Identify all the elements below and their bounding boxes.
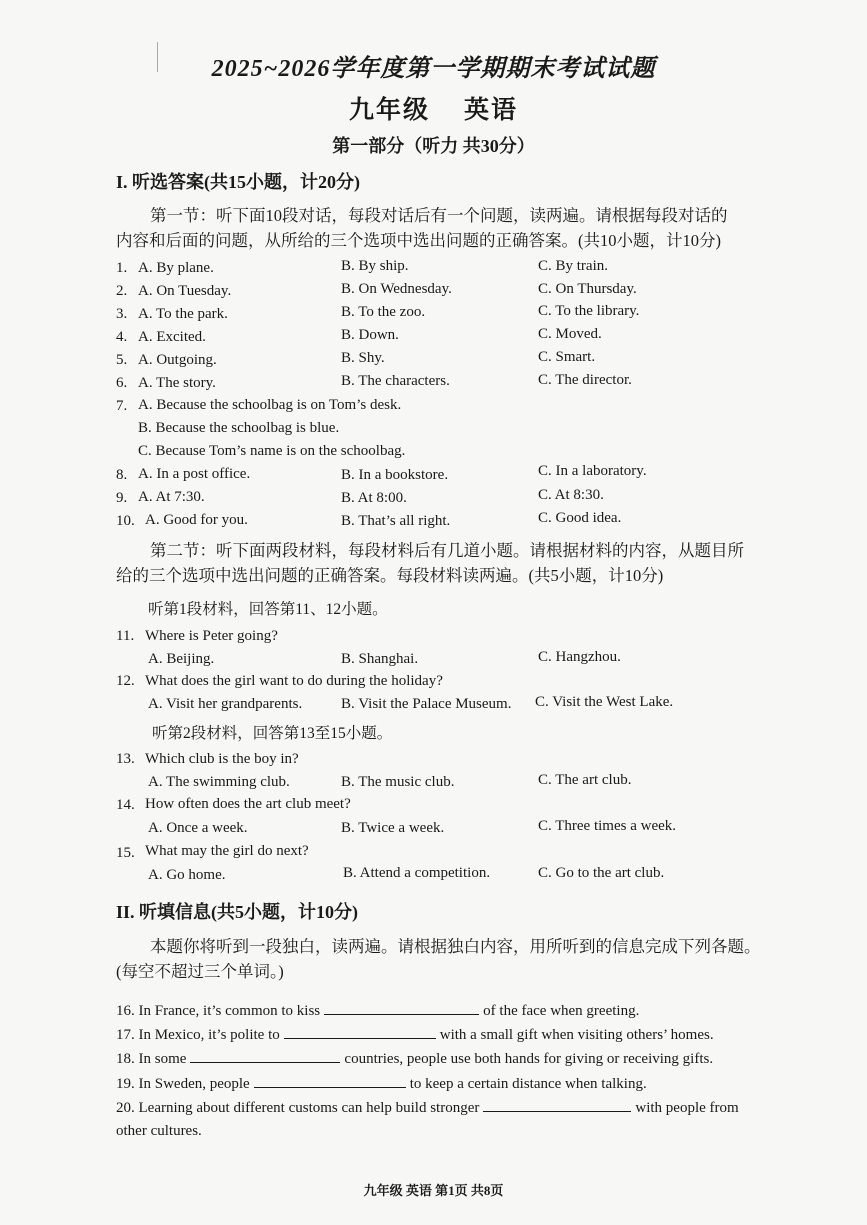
option-c: C. Moved. xyxy=(538,326,602,342)
option-c: C. Because Tom’s name is on the schoolbag. xyxy=(138,443,406,459)
option-b: B. Because the schoolbag is blue. xyxy=(138,420,340,436)
option-c: C. The director. xyxy=(538,372,632,388)
section-1-instructions: 第一节：听下面10段对话，每段对话后有一个问题，读两遍。请根据每段对话的 内容和后面的问题，从所给的三个选项中选出问题的正确答案。(共10小题，计10分) xyxy=(116,206,728,250)
option-a: A. By plane. xyxy=(138,260,214,276)
option-b: B. By ship. xyxy=(341,258,409,274)
question-number: 4. xyxy=(116,329,128,345)
answer-blank-18[interactable] xyxy=(190,1048,340,1063)
option-a: A. Outgoing. xyxy=(138,352,217,368)
question-text: How often does the art club meet? xyxy=(145,796,351,812)
option-a: A. In a post office. xyxy=(138,466,251,482)
option-b: B. The characters. xyxy=(341,373,450,389)
answer-blank-17[interactable] xyxy=(284,1024,436,1039)
option-b: B. Twice a week. xyxy=(341,820,445,836)
question-number: 7. xyxy=(116,398,128,414)
option-a: A. On Tuesday. xyxy=(138,283,232,299)
grade-subject xyxy=(0,90,867,126)
option-b: B. Down. xyxy=(341,327,399,343)
question-number: 9. xyxy=(116,490,128,506)
option-b: B. At 8:00. xyxy=(341,490,407,506)
question-text: What does the girl want to do during the holiday? xyxy=(145,673,443,689)
question-number: 8. xyxy=(116,467,128,483)
exam-title: 2025~2026学年度第一学期期末考试试题 xyxy=(211,56,656,82)
option-a: A. The swimming club. xyxy=(148,774,290,790)
fill-question-16: 16. In France, it’s common to kiss of the face when greeting. xyxy=(116,1000,639,1020)
option-c: C. At 8:30. xyxy=(538,487,604,503)
question-number: 12. xyxy=(116,673,135,689)
question-number: 15. xyxy=(116,845,135,861)
question-number: 2. xyxy=(116,283,128,299)
question-number: 3. xyxy=(116,306,128,322)
option-b: B. Shanghai. xyxy=(341,651,419,667)
option-a: A. Excited. xyxy=(138,329,206,345)
option-c: C. The art club. xyxy=(538,772,632,788)
answer-blank-20[interactable] xyxy=(483,1097,631,1112)
fill-question-20: 20. Learning about different customs can help build stronger with people from xyxy=(116,1097,739,1117)
option-b: B. Attend a competition. xyxy=(343,865,491,881)
option-a: A. Good for you. xyxy=(145,512,248,528)
question-text: What may the girl do next? xyxy=(145,843,309,859)
question-number: 14. xyxy=(116,797,135,813)
subject-label: 英语 xyxy=(464,97,519,124)
question-number: 13. xyxy=(116,751,135,767)
option-b: B. In a bookstore. xyxy=(341,467,449,483)
option-a: A. Go home. xyxy=(148,867,226,883)
option-b: B. On Wednesday. xyxy=(341,281,452,297)
option-b: B. To the zoo. xyxy=(341,304,426,320)
option-a: A. Once a week. xyxy=(148,820,248,836)
question-number: 11. xyxy=(116,628,135,644)
option-b: B. Visit the Palace Museum. xyxy=(341,696,512,712)
option-a: A. Because the schoolbag is on Tom’s desk. xyxy=(138,397,402,413)
option-b: B. The music club. xyxy=(341,774,455,790)
option-c: C. Go to the art club. xyxy=(538,865,665,881)
fill-question-20-continued: other cultures. xyxy=(116,1123,202,1139)
material-1-note: 听第1段材料，回答第11、12小题。 xyxy=(148,601,388,618)
material-2-note: 听第2段材料，回答第13至15小题。 xyxy=(152,725,393,742)
option-a: A. Visit her grandparents. xyxy=(148,696,303,712)
option-c: C. Three times a week. xyxy=(538,818,677,834)
option-b: B. That’s all right. xyxy=(341,513,451,529)
page-footer: 九年级 英语 第1页 共8页 xyxy=(363,1183,504,1198)
option-c: C. To the library. xyxy=(538,303,640,319)
answer-blank-19[interactable] xyxy=(254,1073,406,1088)
fill-question-19: 19. In Sweden, people to keep a certain distance when talking. xyxy=(116,1073,647,1093)
option-a: A. The story. xyxy=(138,375,216,391)
section-2-heading: II. 听填信息(共5小题，计10分) xyxy=(116,902,358,922)
option-c: C. Smart. xyxy=(538,349,596,365)
option-a: A. To the park. xyxy=(138,306,228,322)
section-1-part-2-instructions: 第二节：听下面两段材料，每段材料后有几道小题。请根据材料的内容，从题目所 给的三个选项中选出问题的正确答案。每段材料读两遍。(共5小题，计10分) xyxy=(116,541,744,585)
question-number: 5. xyxy=(116,352,128,368)
question-text: Which club is the boy in? xyxy=(145,751,299,767)
option-c: C. Visit the West Lake. xyxy=(535,694,674,710)
option-c: C. Good idea. xyxy=(538,510,622,526)
question-text: Where is Peter going? xyxy=(145,628,278,644)
option-c: C. In a laboratory. xyxy=(538,463,647,479)
question-number: 10. xyxy=(116,513,135,529)
answer-blank-16[interactable] xyxy=(324,1000,479,1015)
grade-label: 九年级 xyxy=(348,97,430,124)
option-a: A. At 7:30. xyxy=(138,489,205,505)
part-heading: 第一部分（听力 共30分） xyxy=(332,136,535,156)
option-c: C. On Thursday. xyxy=(538,281,637,297)
fill-question-18: 18. In some countries, people use both hands for giving or receiving gifts. xyxy=(116,1048,713,1068)
option-a: A. Beijing. xyxy=(148,651,215,667)
question-number: 1. xyxy=(116,260,128,276)
section-1-heading: I. 听选答案(共15小题，计20分) xyxy=(116,172,360,192)
section-2-instructions: 本题你将听到一段独白，读两遍。请根据独白内容，用所听到的信息完成下列各题。 (每空不超过三个单词。) xyxy=(116,937,761,981)
question-number: 6. xyxy=(116,375,128,391)
fill-question-17: 17. In Mexico, it’s polite to with a small gift when visiting others’ homes. xyxy=(116,1024,714,1044)
option-c: C. Hangzhou. xyxy=(538,649,621,665)
option-c: C. By train. xyxy=(538,258,608,274)
option-b: B. Shy. xyxy=(341,350,385,366)
